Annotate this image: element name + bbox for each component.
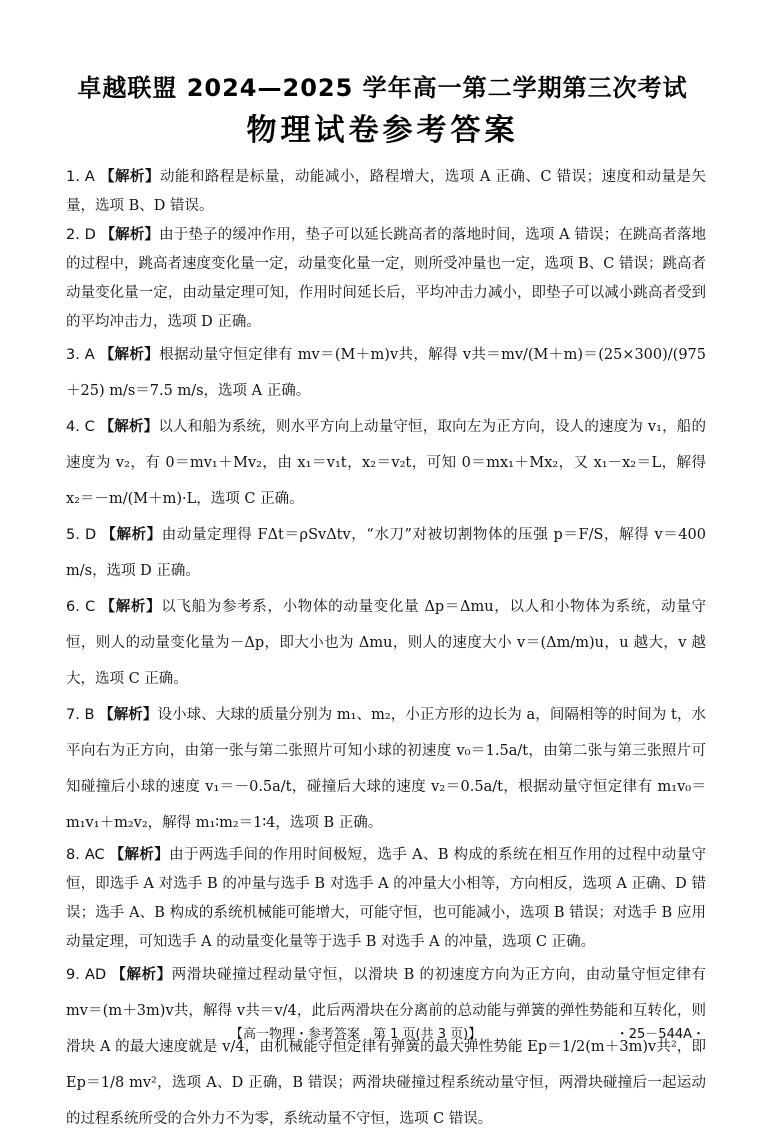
- answer-explanation: 由于垫子的缓冲作用，垫子可以延长跳高者的落地时间，选项 A 错误；在跳高者落地的过程中，跳高者速度变化量一定，动量变化量一定，则所受冲量也一定，选项 B、C 错误；跳高者动量变化量一定，由动量定理可知，作用时间延长后，平均冲击力减小，即垫子可以减小跳高者受到的平均冲击力，选项 D 正确。: [66, 227, 707, 330]
- answer-item-3: [66, 337, 706, 409]
- answer-number: 7. B: [66, 707, 95, 723]
- answer-item-8: [66, 841, 706, 957]
- analysis-tag: 【解析】: [99, 707, 158, 723]
- answer-item-4: [66, 409, 706, 517]
- answer-item-5: [66, 517, 706, 589]
- answer-item-2: [66, 221, 706, 337]
- answer-number: 9. AD: [66, 967, 107, 983]
- answer-explanation: 根据动量守恒定律有 mv＝(M＋m)v共，解得 v共＝mv/(M＋m)＝(25×300)/(975＋25) m/s＝7.5 m/s，选项 A 正确。: [66, 347, 707, 399]
- answer-number: 6. C: [66, 599, 96, 615]
- answer-number: 8. AC: [66, 847, 105, 863]
- answer-explanation: 动能和路程是标量，动能减小，路程增大，选项 A 正确、C 错误；速度和动量是矢量，选项 B、D 错误。: [66, 169, 707, 214]
- answer-item-6: [66, 589, 706, 697]
- analysis-tag: 【解析】: [100, 227, 160, 243]
- analysis-tag: 【解析】: [109, 847, 170, 863]
- answer-number: 1. A: [66, 169, 95, 185]
- answer-explanation: 以飞船为参考系，小物体的动量变化量 Δp＝Δmu，以人和小物体为系统，动量守恒，则人的动量变化量为－Δp，即大小也为 Δmu，则人的速度大小 v＝(Δm/m)u，u 越大，v 越大，选项 C 正确。: [66, 599, 707, 687]
- answer-explanation: 由动量定理得 FΔt＝ρSvΔtv，“水刀”对被切割物体的压强 p＝F/S，解得 v＝400 m/s，选项 D 正确。: [66, 527, 706, 579]
- analysis-tag: 【解析】: [99, 169, 160, 185]
- analysis-tag: 【解析】: [111, 967, 172, 983]
- page-info: 【高一物理・参考答案 第 1 页(共 3 页)】: [230, 1027, 482, 1042]
- analysis-tag: 【解析】: [101, 527, 162, 543]
- answer-item-9: [66, 957, 706, 1137]
- answer-explanation: 以人和船为系统，则水平方向上动量守恒，取向左为正方向，设人的速度为 v₁，船的速度为 v₂，有 0＝mv₁＋Mv₂，由 x₁＝v₁t，x₂＝v₂t，可知 0＝mx₁＋Mx₂，又 x₁－x₂＝L，解得 x₂＝－m/(M＋m)·L，选项 C 正确。: [66, 419, 706, 507]
- answer-explanation: 设小球、大球的质量分别为 m₁、m₂，小正方形的边长为 a，间隔相等的时间为 t，水平向右为正方向，由第一张与第二张照片可知小球的初速度 v₀＝1.5a/t，由第二张与第三张照片可知碰撞后小球的速度 v₁＝－0.5a/t，碰撞后大球的速度 v₂＝0.5a/t，根据动量守恒定律有 m₁v₀＝m₁v₁＋m₂v₂，解得 m₁∶m₂＝1∶4，选项 B 正确。: [66, 707, 707, 831]
- exam-title: 卓越联盟 2024—2025 学年高一第二学期第三次考试: [77, 74, 688, 102]
- answer-number: 5. D: [66, 527, 97, 543]
- answer-explanation: 两滑块碰撞过程动量守恒，以滑块 B 的初速度方向为正方向，由动量守恒定律有 mv＝(m＋3m)v共，解得 v共＝v/4，此后两滑块在分离前的总动能与弹簧的弹性势能和互转化，则滑块 A 的最大速度就是 v/4，由机械能守恒定律有弹簧的最大弹性势能 Ep＝1/2(m＋3m)v共²，即 Ep＝1/8 mv²，选项 A、D 正确，B 错误；两滑块碰撞过程系统动量守恒，两滑块碰撞后一起运动的过程系统所受的合外力不为零，系统动量不守恒，选项 C 错误。: [66, 967, 706, 1127]
- answer-explanation: 由于两选手间的作用时间极短，选手 A、B 构成的系统在相互作用的过程中动量守恒，即选手 A 对选手 B 的冲量与选手 B 对选手 A 的冲量大小相等，方向相反，选项 A 正确、D 错误；选手 A、B 构成的系统机械能可能增大，可能守恒，也可能减小，选项 B 错误；对选手 B 应用动量定理，可知选手 A 的动量变化量等于选手 B 对选手 A 的冲量，选项 C 正确。: [66, 847, 707, 950]
- answer-item-7: [66, 697, 706, 841]
- answer-key-title: 物理试卷参考答案: [246, 113, 519, 148]
- exam-code: ・25－544A・: [615, 1027, 705, 1042]
- answer-number: 3. A: [66, 347, 95, 363]
- answer-number: 2. D: [66, 227, 96, 243]
- analysis-tag: 【解析】: [100, 599, 162, 615]
- answer-item-1: [66, 163, 706, 221]
- analysis-tag: 【解析】: [99, 419, 159, 435]
- answer-number: 4. C: [66, 419, 95, 435]
- answer-list: [66, 163, 706, 1137]
- page-footer: [0, 1023, 765, 1047]
- analysis-tag: 【解析】: [99, 347, 160, 363]
